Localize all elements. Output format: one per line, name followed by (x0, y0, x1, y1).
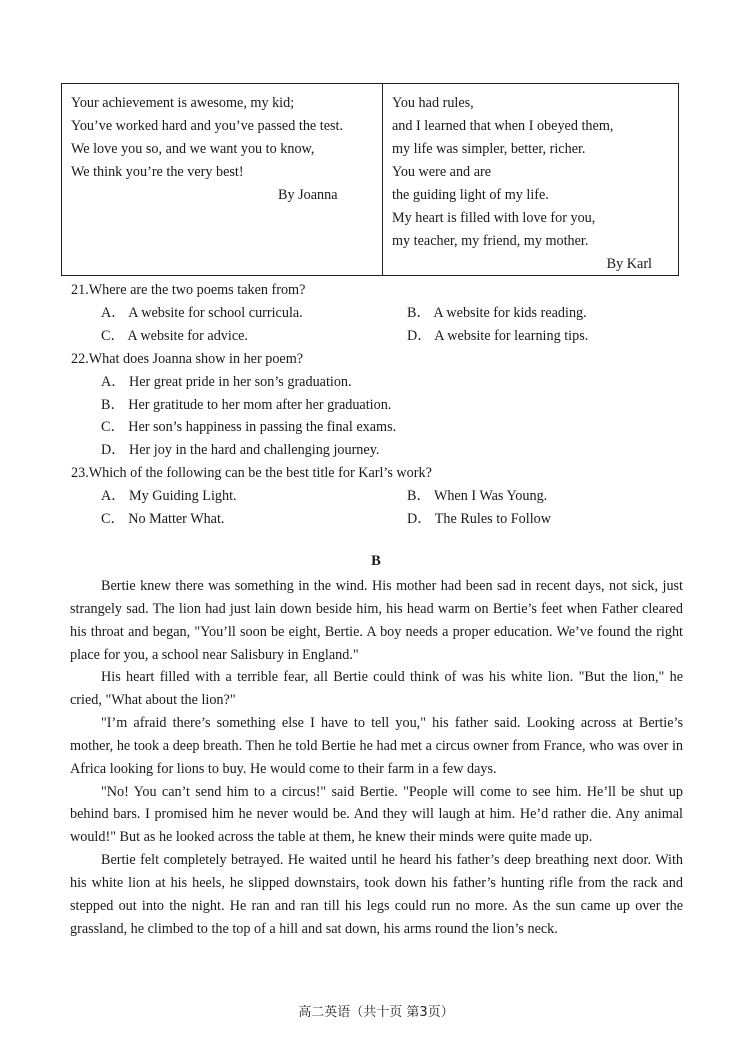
section-heading: B (371, 553, 381, 569)
poem-karl (383, 84, 678, 275)
option-b[interactable]: B． Her gratitude to her mom after her graduation. (101, 396, 392, 413)
option-a[interactable]: A． A website for school curricula. (101, 304, 303, 321)
poem-line: You’ve worked hard and you’ve passed the test. (71, 118, 343, 134)
poem-line: You had rules, (392, 95, 474, 111)
passage-paragraph: "I’m afraid there’s something else I have to tell you," his father said. Looking across at Bertie’s mother, he took a deep breath. Then he told Bertie he had met a circus owner from France, who was over in Africa looking for lions to buy. He would come to their farm in a few days. (70, 715, 683, 777)
option-c[interactable]: C． A website for advice. (101, 327, 248, 344)
poem-line: We think you’re the very best! (71, 164, 244, 180)
passage-paragraph: Bertie knew there was something in the wind. His mother had been sad in recent days, not sick, just strangely sad. The lion had just lain down beside him, his head warm on Bertie’s feet when Father cleared his throat and began, "You’ll soon be eight, Bertie. A boy needs a proper education. We’ve found the right place for you, a school near Salisbury in England." (70, 578, 683, 663)
option-row (71, 508, 691, 531)
option-d[interactable]: D． A website for learning tips. (407, 327, 589, 344)
poem-author: By Karl (606, 256, 652, 272)
option-b[interactable]: B． A website for kids reading. (407, 304, 587, 321)
page-footer: 高二英语（共十页 第3页） (298, 1005, 454, 1020)
option-d[interactable]: D． Her joy in the hard and challenging journey. (101, 442, 380, 459)
passage-paragraph: His heart filled with a terrible fear, all Bertie could think of was his white lion. "But the lion," he cried, "What about the lion?" (70, 669, 683, 709)
poem-line: my life was simpler, better, richer. (392, 141, 586, 157)
poem-line: my teacher, my friend, my mother. (392, 233, 589, 249)
poem-line: You were and are (392, 164, 492, 180)
option-a[interactable]: A． Her great pride in her son’s graduation. (101, 373, 352, 390)
poem-joanna (62, 84, 383, 275)
option-row (71, 485, 691, 508)
question-stem: 21.Where are the two poems taken from? (71, 282, 306, 298)
option-b[interactable]: B． When I Was Young. (407, 488, 548, 505)
poem-line: Your achievement is awesome, my kid; (71, 95, 295, 111)
poem-line: We love you so, and we want you to know, (71, 141, 315, 157)
question-list (71, 279, 691, 531)
question-stem: 22.What does Joanna show in her poem? (71, 350, 304, 367)
poem-line: My heart is filled with love for you, (392, 210, 596, 226)
option-row (71, 325, 691, 348)
passage-paragraph: Bertie felt completely betrayed. He waited until he heard his father’s deep breathing next door. With his white lion at his heels, he slipped downstairs, took down his father’s hunting rifle from the rack and stepped out into the night. He ran and ran till his legs could run no more. As the sun came up over the grassland, he climbed to the top of a hill and sat down, his arms round the lion’s neck. (70, 852, 683, 937)
passage-paragraph: "No! You can’t send him to a circus!" said Bertie. "People will come to see him. He’ll be shut up behind bars. I promised him he never would be. And they will laugh at him. He’d rather die. Any animal would!" But as he looked across the table at them, he knew their minds were quite made up. (70, 783, 683, 846)
option-c[interactable]: C． No Matter What. (101, 511, 225, 528)
reading-passage (70, 575, 683, 941)
option-row (71, 302, 691, 325)
poem-author: By Joanna (278, 187, 338, 203)
option-a[interactable]: A． My Guiding Light. (101, 488, 237, 505)
poem-line: and I learned that when I obeyed them, (392, 118, 614, 134)
poem-line: the guiding light of my life. (392, 187, 549, 203)
poems-table (61, 83, 679, 276)
question-stem: 23.Which of the following can be the best title for Karl’s work? (71, 465, 432, 482)
option-c[interactable]: C． Her son’s happiness in passing the final exams. (101, 419, 397, 436)
option-d[interactable]: D． The Rules to Follow (407, 511, 551, 528)
